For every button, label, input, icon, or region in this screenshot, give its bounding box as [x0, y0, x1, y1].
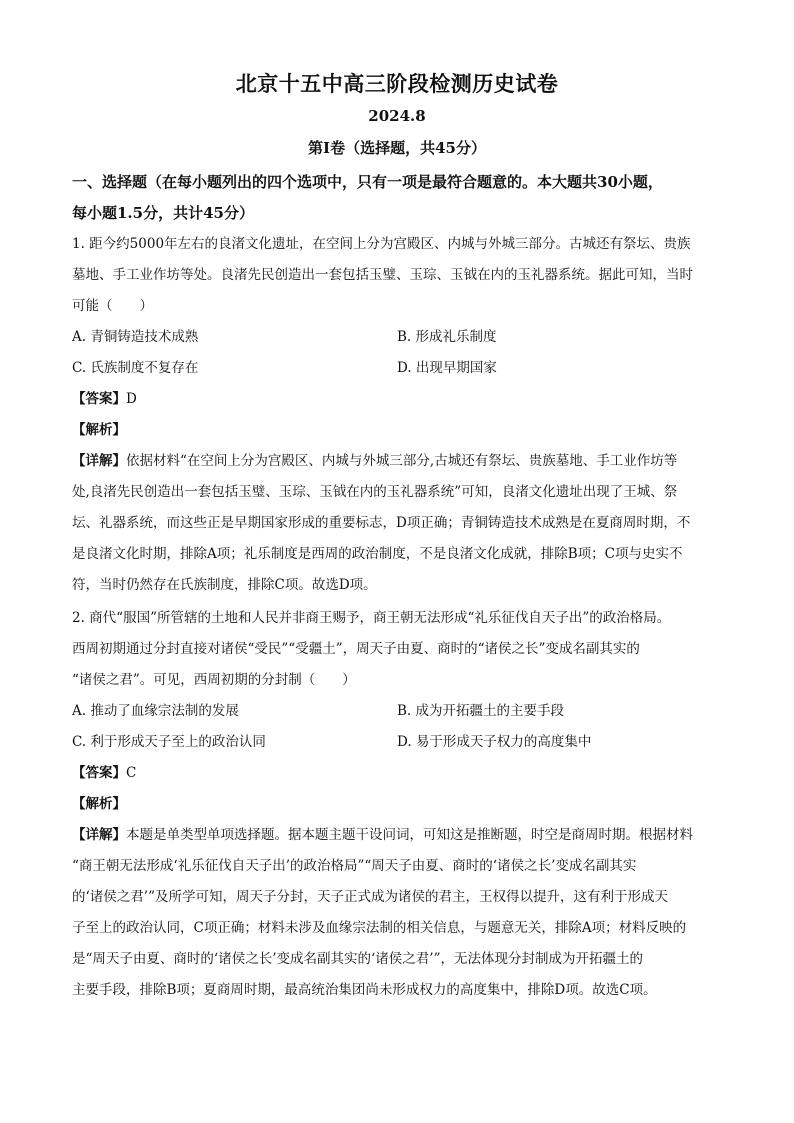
q1-detail-label: 【详解】 — [72, 453, 126, 469]
section-instruction-line-2: 每小题1.5分，共计45分） — [72, 204, 254, 222]
q2-answer — [72, 763, 136, 783]
q1-detail-line-4: 是良渚文化时期，排除A项；礼乐制度是西周的政治制度，不是良渚文化成就，排除B项；C项与史实不 — [72, 546, 683, 562]
q2-detail-line-3: 的‘诸侯之君’”及所学可知，周天子分封，天子正式成为诸侯的君主，王权得以提升，这有利于形成天 — [72, 889, 668, 905]
q1-answer-value: D — [126, 391, 137, 407]
q1-detail-text-1: 依据材料“在空间上分为宫殿区、内城与外城三部分,古城还有祭坛、贵族墓地、手工业作坊等 — [126, 453, 678, 469]
q2-option-c: C. 利于形成天子至上的政治认同 — [72, 734, 266, 750]
q1-stem-line-2: 墓地、手工业作坊等处。良渚先民创造出一套包括玉璧、玉琮、玉钺在内的玉礼器系统。据此可知，当时 — [72, 267, 693, 283]
q2-detail-line-6: 主要手段，排除B项；夏商周时期，最高统治集团尚未形成权力的高度集中，排除D项。故选C项。 — [72, 982, 657, 998]
q1-detail-line-2: 处,良渚先民创造出一套包括玉璧、玉琮、玉钺在内的玉礼器系统”可知，良渚文化遗址出现了王城、祭 — [72, 484, 678, 500]
volume-heading: 第Ⅰ卷（选择题，共45分） — [308, 139, 486, 157]
q1-detail-line-5: 符，当时仍然存在氏族制度，排除C项。故选D项。 — [72, 577, 377, 593]
q1-option-d: D. 出现早期国家 — [397, 360, 497, 376]
exam-date: 2024.8 — [368, 107, 426, 125]
q2-stem-line-3: “诸侯之君”。可见，西周初期的分封制（ ） — [72, 672, 356, 688]
q2-answer-label: 【答案】 — [72, 765, 126, 781]
section-instruction-line-1: 一、选择题（在每小题列出的四个选项中，只有一项是最符合题意的。本大题共30小题， — [72, 173, 663, 191]
q2-detail-line-1 — [72, 825, 722, 845]
q2-option-d: D. 易于形成天子权力的高度集中 — [397, 734, 592, 750]
q1-answer — [72, 389, 137, 409]
q2-detail-line-4: 子至上的政治认同，C项正确；材料未涉及血缘宗法制的相关信息，与题意无关，排除A项；材料反映的 — [72, 920, 687, 936]
page-title: 北京十五中高三阶段检测历史试卷 — [235, 71, 559, 96]
q2-stem-line-2: 西周初期通过分封直接对诸侯“受民”“受疆土”，周天子由夏、商时的“诸侯之长”变成名副其实的 — [72, 641, 640, 657]
q1-option-c: C. 氏族制度不复存在 — [72, 360, 199, 376]
q1-stem-line-1: 1. 距今约5000年左右的良渚文化遗址，在空间上分为宫殿区、内城与外城三部分。古城还有祭坛、贵族 — [72, 236, 691, 252]
q1-analysis-label: 【解析】 — [72, 422, 126, 438]
q2-detail-text-1: 本题是单类型单项选择题。据本题主题干设问词，可知这是推断题，时空是商周时期。根据材料 — [126, 827, 693, 843]
q2-option-a: A. 推动了血缘宗法制的发展 — [72, 703, 239, 719]
q2-answer-value: C — [126, 765, 137, 781]
q1-detail-line-3: 坛、礼器系统，而这些正是早期国家形成的重要标志，D项正确；青铜铸造技术成熟是在夏商周时期，不 — [72, 515, 691, 531]
q1-option-a: A. 青铜铸造技术成熟 — [72, 329, 199, 345]
q1-stem-line-3: 可能（ ） — [72, 298, 153, 314]
q2-detail-label: 【详解】 — [72, 827, 126, 843]
q2-detail-line-2: “商王朝无法形成‘礼乐征伐自天子出’的政治格局”“周天子由夏、商时的‘诸侯之长’变成名副其实 — [72, 858, 637, 874]
q1-answer-label: 【答案】 — [72, 391, 126, 407]
q2-analysis-label: 【解析】 — [72, 796, 126, 812]
q2-detail-line-5: 是“周天子由夏、商时的‘诸侯之长’变成名副其实的‘诸侯之君’”，无法体现分封制成为开拓疆土的 — [72, 951, 643, 967]
q1-detail-line-1 — [72, 451, 722, 471]
q2-option-b: B. 成为开拓疆土的主要手段 — [397, 703, 565, 719]
q1-option-b: B. 形成礼乐制度 — [397, 329, 497, 345]
q2-stem-line-1: 2. 商代“服国”所管辖的土地和人民并非商王赐予，商王朝无法形成“礼乐征伐自天子出”的政治格局。 — [72, 610, 671, 626]
